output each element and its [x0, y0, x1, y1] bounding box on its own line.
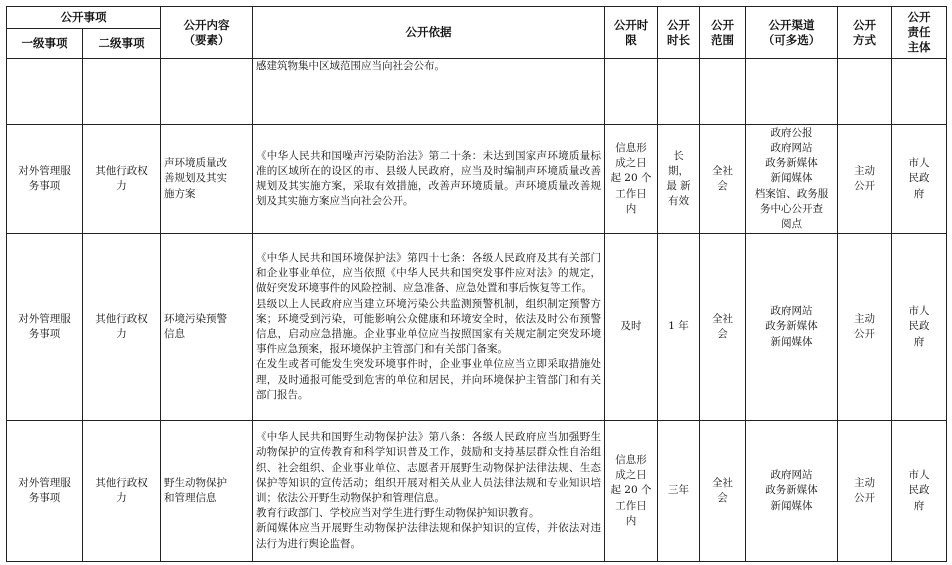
level2-cell: 其他行政权 力: [83, 421, 161, 562]
channel-item: 政府网站: [770, 141, 813, 154]
duration-cell: 长 期， 最 新 有效: [658, 125, 700, 234]
scope-cell: 全社 会: [700, 234, 746, 421]
basis-paragraph: 在发生或者可能发生突发环境事件时，企业事业单位应当立即采取措施处理，及时通报可能受到危害的单位和居民，并向环境保护主管部门和有关部门报告。: [256, 358, 601, 401]
content-cell: [161, 59, 253, 125]
level1-cell: 对外管理服 务事项: [7, 421, 83, 562]
scope-cell: [700, 59, 746, 125]
duration-cell: [658, 59, 700, 125]
level1-cell: 对外管理服 务事项: [7, 234, 83, 421]
basis-paragraph: 《中华人民共和国野生动物保护法》第八条：各级人民政府应当加强野生动物保护的宣传教育和科学知识普及工作，鼓励和支持基层群众性自治组织、社会组织、企业事业单位、志愿者开展野生动物保护法律法规、生态保护等知识的宣传活动；组织开展对相关从业人员法律法规和专业知识培训；依法公开野生动物保护和管理信息。: [256, 431, 601, 504]
subject-cell: 市人 民政 府: [892, 234, 947, 421]
channel-item: 阅点: [781, 218, 802, 230]
channel-item: 新闻媒体: [770, 335, 813, 348]
level1-cell: [7, 59, 83, 125]
subject-cell: [892, 59, 947, 125]
subject-cell: 市人 民政 府: [892, 125, 947, 234]
basis-paragraph: 《中华人民共和国环境保护法》第四十七条：各级人民政府及其有关部门和企业事业单位，应当依照《中华人民共和国突发事件应对法》的规定，做好突发环境事件的风险控制、应急准备、应急处置和事后恢复等工作。: [256, 251, 601, 295]
basis-paragraph: 教育行政部门、学校应当对学生进行野生动物保护知识教育。: [256, 507, 540, 520]
table-row: [7, 234, 947, 421]
header-level2: 二级事项: [83, 29, 161, 59]
basis-paragraph: 感建筑物集中区域范围应当向社会公布。: [256, 60, 445, 72]
channels-cell: [746, 234, 838, 421]
duration-cell: 1 年: [658, 234, 700, 421]
content-cell: 野生动物保护 和管理信息: [161, 421, 253, 562]
level2-cell: 其他行政权 力: [83, 125, 161, 234]
header-subject: 公开 责任 主体: [892, 7, 947, 59]
channel-item: 政务新媒体: [765, 484, 818, 497]
header-content: 公开内容 （要素）: [161, 7, 253, 59]
channel-item: 务中心公开查: [760, 202, 823, 215]
basis-paragraph: 县级以上人民政府应当建立环境污染公共监测预警机制，组织制定预警方案；环境受到污染，可能影响公众健康和环境安全时，依法及时公布预警信息，启动应急措施。企业事业单位应当按照国家有关规定制定突发环境事件应急预案，报环境保护主管部门和有关部门备案。: [256, 297, 601, 356]
channel-item: 政务新媒体: [765, 157, 818, 170]
subject-cell: 市人 民政 府: [892, 421, 947, 562]
scope-cell: 全社 会: [700, 421, 746, 562]
basis-cell: [253, 234, 605, 421]
basis-cell: [253, 421, 605, 562]
channel-item: 新闻媒体: [770, 172, 813, 185]
header-duration: 公开 时长: [658, 7, 700, 59]
method-cell: 主动 公开: [838, 421, 892, 562]
time-limit-cell: 信息形 成之日 起 20 个 工作日 内: [605, 421, 658, 562]
channels-cell: [746, 125, 838, 234]
duration-cell: 三年: [658, 421, 700, 562]
table-row: [7, 125, 947, 234]
channels-cell: [746, 59, 838, 125]
channel-item: 政务新媒体: [765, 320, 818, 333]
content-cell: 环境污染预警 信息: [161, 234, 253, 421]
header-time-limit: 公开时 限: [605, 7, 658, 59]
basis-cell: [253, 59, 605, 125]
channel-item: 新闻媒体: [770, 499, 813, 512]
content-cell: 声环境质量改 善规划及其实 施方案: [161, 125, 253, 234]
header-basis: 公开依据: [253, 7, 605, 59]
disclosure-table: [6, 6, 947, 562]
channels-cell: [746, 421, 838, 562]
time-limit-cell: 及时: [605, 234, 658, 421]
channel-item: 政府网站: [770, 469, 813, 482]
level1-cell: 对外管理服 务事项: [7, 125, 83, 234]
channel-item: 政府公报: [770, 126, 813, 139]
table-row: [7, 59, 947, 125]
header-matter: 公开事项: [7, 7, 161, 29]
basis-paragraph: 《中华人民共和国噪声污染防治法》第二十条：未达到国家声环境质量标准的区域所在的设区的市、县级人民政府，应当及时编制声环境质量改善规划及其实施方案，采取有效措施，改善声环境质量。声环境质量改善规划及其实施方案应当向社会公开。: [256, 149, 601, 208]
level2-cell: [83, 59, 161, 125]
header-level1: 一级事项: [7, 29, 83, 59]
scope-cell: 全社 会: [700, 125, 746, 234]
method-cell: 主动 公开: [838, 125, 892, 234]
time-limit-cell: [605, 59, 658, 125]
time-limit-cell: 信息形 成之日 起 20 个 工作日 内: [605, 125, 658, 234]
method-cell: [838, 59, 892, 125]
basis-cell: [253, 125, 605, 234]
basis-paragraph: 新闻媒体应当开展野生动物保护法律法规和保护知识的宣传，并依法对违法行为进行舆论监督。: [256, 522, 601, 550]
channel-item: 档案馆、政务服: [754, 187, 829, 200]
channel-item: 政府网站: [770, 305, 813, 318]
table-row: [7, 421, 947, 562]
header-channels: 公开渠道 （可多选）: [746, 7, 838, 59]
level2-cell: 其他行政权 力: [83, 234, 161, 421]
header-scope: 公开 范围: [700, 7, 746, 59]
header-method: 公开 方式: [838, 7, 892, 59]
method-cell: 主动 公开: [838, 234, 892, 421]
